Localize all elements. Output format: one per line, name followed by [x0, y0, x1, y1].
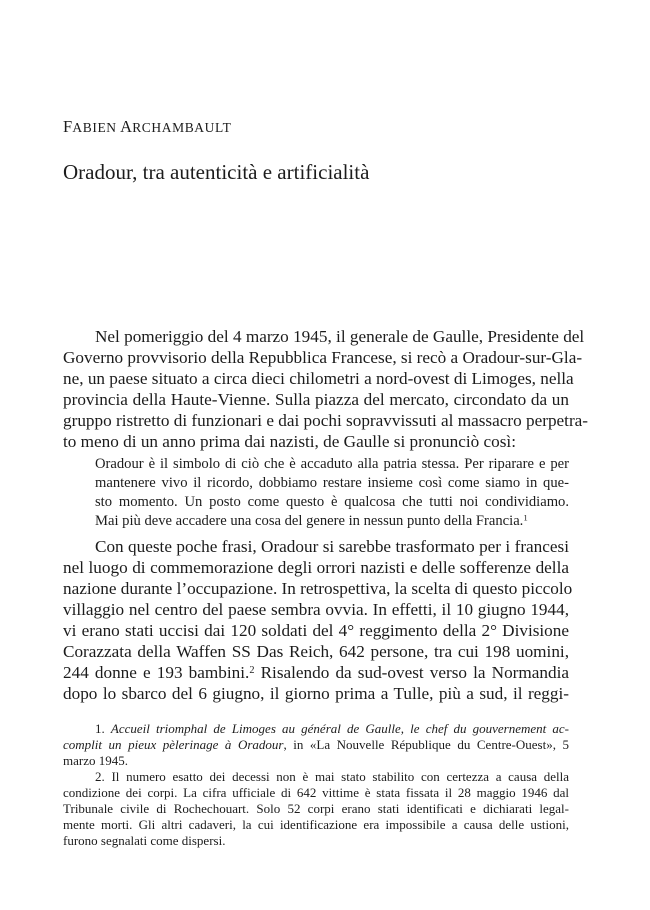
body-text: Risalendo da sud-ovest verso la Normandia [254, 663, 569, 682]
body-line: nazione durante l’occupazione. In retrospettiva, la scelta di questo piccolo [63, 579, 573, 598]
body-line: provincia della Haute-Vienne. Sulla piazza del mercato, circondato da un [63, 390, 569, 409]
author-name [63, 117, 231, 138]
footnote-1 [63, 721, 569, 737]
body-line: Nel pomeriggio del 4 marzo 1945, il generale de Gaulle, Presidente del [95, 327, 585, 346]
body-line: nel luogo di commemorazione degli orrori nazisti e delle sofferenze della [63, 558, 569, 577]
chapter-title: Oradour, tra autenticità e artificialità [63, 160, 370, 184]
footnote-number: 1. [95, 721, 111, 736]
quote-line: sto momento. Un posto come questo è qualcosa che tutti noi condividiamo. [95, 494, 569, 510]
footnote-1-line: marzo 1945. [63, 753, 128, 768]
body-line: villaggio nel centro del paese sembra ovvia. In effetti, il 10 giugno 1944, [63, 600, 569, 619]
body-line [63, 662, 569, 683]
body-line: Con queste poche frasi, Oradour si sarebbe trasformato per i francesi [95, 537, 569, 556]
footnote-text: , in «La Nouvelle République du Centre-Ouest», 5 [283, 737, 569, 752]
footnote-italic: complit un pieux pèlerinage à Oradour [63, 737, 284, 752]
body-line: Corazzata della Waffen SS Das Reich, 642 persone, tra cui 198 uomini, [63, 642, 569, 661]
author-last-initial: A [120, 117, 133, 136]
footnote-2-line: Tribunale civile di Rochechouart. Solo 52 corpi erano stati identificati e dichiarati legal- [63, 801, 569, 816]
footnote-ref-2: 2 [249, 664, 255, 676]
footnote-2-line: mente morti. Gli altri cadaveri, la cui identificazione era impossibile a causa delle ustioni, [63, 817, 569, 832]
quote-last-text: Mai più deve accadere una cosa del genere in nessun punto della Francia. [95, 513, 524, 529]
quote-line: Oradour è il simbolo di ciò che è accaduto alla patria stessa. Per riparare e per [95, 456, 569, 472]
quote-line: mantenere vivo il ricordo, dobbiamo restare insieme così come siamo in que- [95, 475, 569, 491]
body-line: to meno di un anno prima dai nazisti, de Gaulle si pronunciò così: [63, 432, 516, 451]
body-line: vi erano stati uccisi dai 120 soldati del 4° reggimento della 2° Divisione [63, 621, 569, 640]
body-line: dopo lo sbarco del 6 giugno, il giorno prima a Tulle, più a sud, il reggi- [63, 684, 569, 703]
author-first-rest: ABIEN [72, 120, 117, 135]
quote-line [95, 512, 569, 530]
footnote-italic: Accueil triomphal de Limoges au général de Gaulle, le chef du gouvernement ac- [110, 721, 569, 736]
author-last-rest: RCHAMBAULT [132, 120, 232, 135]
footnote-2-line: condizione dei corpi. La cifra ufficiale di 642 vittime è stata fissata il 28 maggio 1946 dal [63, 785, 569, 800]
footnote-2-line: furono segnalati come dispersi. [63, 833, 226, 848]
body-line: Governo provvisorio della Repubblica Francese, si recò a Oradour-sur-Gla- [63, 348, 583, 367]
footnote-1-line [63, 737, 569, 753]
author-first-initial: F [63, 117, 73, 136]
footnote-2: 2. Il numero esatto dei decessi non è mai stato stabilito con certezza a causa della [95, 769, 569, 784]
body-line: gruppo ristretto di funzionari e dai pochi sopravvissuti al massacro perpetra- [63, 411, 589, 430]
body-line: ne, un paese situato a circa dieci chilometri a nord-ovest di Limoges, nella [63, 369, 574, 388]
body-text: 244 donne e 193 bambini. [63, 663, 250, 682]
footnote-ref-1: 1 [523, 512, 528, 523]
